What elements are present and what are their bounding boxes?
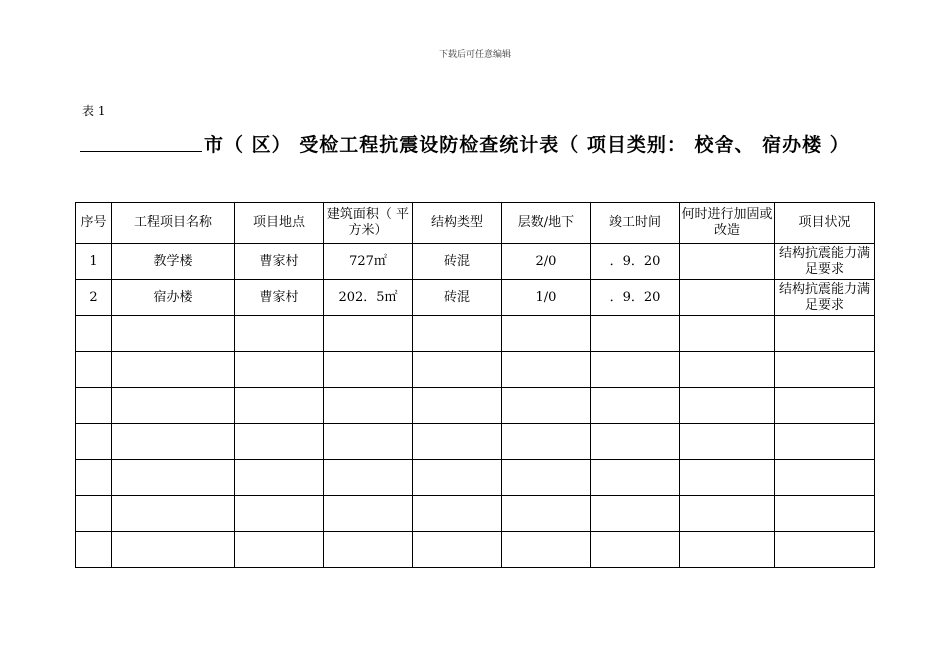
cell-reinforcement-time <box>680 460 775 496</box>
cell-status <box>775 352 875 388</box>
cell-index <box>76 388 112 424</box>
header-cell-floor-area: 建筑面积（ 平方米） <box>324 203 413 244</box>
header-cell-completion-time: 竣工时间 <box>591 203 680 244</box>
cell-status: 结构抗震能力满足要求 <box>775 280 875 316</box>
cell-status <box>775 532 875 568</box>
cell-structure-type <box>413 496 502 532</box>
table-row <box>76 424 875 460</box>
table-row <box>76 532 875 568</box>
cell-completion-time: ．9．20 <box>591 244 680 280</box>
cell-floor-area <box>324 424 413 460</box>
cell-reinforcement-time <box>680 244 775 280</box>
cell-project-name <box>112 532 235 568</box>
cell-status <box>775 424 875 460</box>
cell-completion-time <box>591 352 680 388</box>
cell-project-name <box>112 460 235 496</box>
cell-status <box>775 496 875 532</box>
cell-location <box>235 532 324 568</box>
cell-floors <box>502 424 591 460</box>
cell-reinforcement-time <box>680 388 775 424</box>
cell-structure-type: 砖混 <box>413 244 502 280</box>
cell-index <box>76 532 112 568</box>
cell-floors <box>502 496 591 532</box>
cell-structure-type <box>413 460 502 496</box>
table-header-row <box>76 203 875 244</box>
cell-floor-area <box>324 532 413 568</box>
table-row <box>76 352 875 388</box>
cell-floor-area <box>324 352 413 388</box>
header-cell-structure-type: 结构类型 <box>413 203 502 244</box>
table-row <box>76 316 875 352</box>
cell-structure-type <box>413 388 502 424</box>
cell-reinforcement-time <box>680 496 775 532</box>
cell-floors: 2/0 <box>502 244 591 280</box>
cell-floors <box>502 460 591 496</box>
table-row <box>76 280 875 316</box>
cell-reinforcement-time <box>680 352 775 388</box>
cell-project-name: 教学楼 <box>112 244 235 280</box>
cell-floors <box>502 388 591 424</box>
cell-project-name <box>112 388 235 424</box>
cell-floor-area <box>324 388 413 424</box>
header-cell-location: 项目地点 <box>235 203 324 244</box>
cell-structure-type <box>413 316 502 352</box>
cell-floors <box>502 316 591 352</box>
table-label: 表 1 <box>82 104 106 118</box>
cell-status <box>775 388 875 424</box>
document-title <box>80 126 880 164</box>
inspection-statistics-table <box>75 202 875 568</box>
cell-location <box>235 424 324 460</box>
cell-index <box>76 424 112 460</box>
cell-floor-area <box>324 460 413 496</box>
cell-index <box>76 352 112 388</box>
cell-project-name <box>112 424 235 460</box>
cell-location <box>235 352 324 388</box>
cell-completion-time <box>591 424 680 460</box>
cell-completion-time <box>591 496 680 532</box>
cell-project-name <box>112 496 235 532</box>
table-row <box>76 460 875 496</box>
header-cell-floors: 层数/地下 <box>502 203 591 244</box>
cell-index: 1 <box>76 244 112 280</box>
cell-reinforcement-time <box>680 316 775 352</box>
cell-location <box>235 460 324 496</box>
cell-floor-area <box>324 496 413 532</box>
header-note: 下载后可任意编辑 <box>438 50 511 60</box>
cell-project-name: 宿办楼 <box>112 280 235 316</box>
cell-reinforcement-time <box>680 280 775 316</box>
cell-completion-time <box>591 460 680 496</box>
cell-structure-type <box>413 352 502 388</box>
cell-structure-type <box>413 532 502 568</box>
cell-index <box>76 496 112 532</box>
cell-floors <box>502 352 591 388</box>
cell-floor-area: 727㎡ <box>324 244 413 280</box>
cell-status <box>775 316 875 352</box>
cell-reinforcement-time <box>680 532 775 568</box>
header-cell-reinforcement-time: 何时进行加固或改造 <box>680 203 775 244</box>
table-row <box>76 244 875 280</box>
table-row <box>76 388 875 424</box>
cell-status: 结构抗震能力满足要求 <box>775 244 875 280</box>
header-cell-status: 项目状况 <box>775 203 875 244</box>
cell-floor-area: 202．5㎡ <box>324 280 413 316</box>
cell-completion-time <box>591 316 680 352</box>
cell-completion-time <box>591 388 680 424</box>
cell-floors <box>502 532 591 568</box>
header-cell-project-name: 工程项目名称 <box>112 203 235 244</box>
cell-index <box>76 316 112 352</box>
cell-completion-time <box>591 532 680 568</box>
cell-location <box>235 388 324 424</box>
cell-status <box>775 460 875 496</box>
cell-floors: 1/0 <box>502 280 591 316</box>
cell-location: 曹家村 <box>235 244 324 280</box>
cell-project-name <box>112 352 235 388</box>
cell-completion-time: ．9．20 <box>591 280 680 316</box>
table-row <box>76 496 875 532</box>
title-text: 市（ 区） 受检工程抗震设防检查统计表（ 项目类别： 校舍、 宿办楼 ） <box>204 134 850 156</box>
cell-location <box>235 496 324 532</box>
city-name-blank[interactable] <box>80 133 202 152</box>
cell-index: 2 <box>76 280 112 316</box>
cell-location: 曹家村 <box>235 280 324 316</box>
header-cell-index: 序号 <box>76 203 112 244</box>
cell-location <box>235 316 324 352</box>
cell-floor-area <box>324 316 413 352</box>
cell-index <box>76 460 112 496</box>
cell-structure-type: 砖混 <box>413 280 502 316</box>
cell-structure-type <box>413 424 502 460</box>
cell-reinforcement-time <box>680 424 775 460</box>
cell-project-name <box>112 316 235 352</box>
